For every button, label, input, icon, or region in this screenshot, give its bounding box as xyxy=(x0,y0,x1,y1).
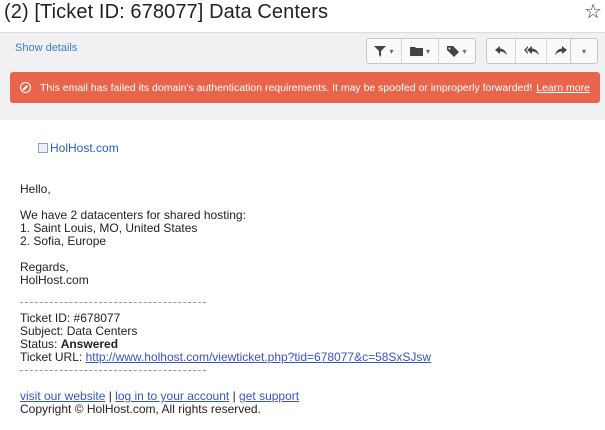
filter-button[interactable] xyxy=(367,39,402,63)
separator: | xyxy=(105,389,116,403)
logo-alt-text: HolHost.com xyxy=(50,141,119,155)
tag-button[interactable] xyxy=(439,39,475,63)
chevron-down-icon: ▾ xyxy=(462,46,467,56)
status-value: Answered xyxy=(60,337,119,351)
broken-image-icon xyxy=(38,143,48,153)
email-subject-title: (2) [Ticket ID: 678077] Data Centers xyxy=(4,1,329,23)
get-support-link[interactable]: get support xyxy=(239,389,300,403)
prohibited-icon xyxy=(20,82,31,93)
move-folder-button[interactable] xyxy=(402,39,439,63)
filter-icon xyxy=(374,46,386,57)
ticket-subject: Subject: Data Centers xyxy=(20,324,138,338)
learn-more-link[interactable]: Learn more xyxy=(536,81,590,94)
ticket-url-label: Ticket URL: xyxy=(20,350,86,364)
login-link[interactable]: log in to your account xyxy=(115,389,230,403)
reply-all-icon xyxy=(524,46,539,56)
forward-icon xyxy=(555,46,567,56)
reply-all-button[interactable] xyxy=(516,39,547,63)
reply-icon xyxy=(495,46,507,56)
organize-button-group xyxy=(366,38,476,64)
title-bar xyxy=(0,0,605,32)
visit-website-link[interactable]: visit our website xyxy=(20,389,106,403)
footer-links xyxy=(20,389,299,403)
status-label: Status: xyxy=(20,337,61,351)
warning-text: This email has failed its domain's authentication requirements. It may be spoofed or improperly forwarded! xyxy=(40,81,533,94)
datacenter-item-2: 2. Sofia, Europe xyxy=(20,234,107,248)
message-toolbar xyxy=(0,32,605,120)
copyright: Copyright © HolHost.com, All rights reserved. xyxy=(20,402,261,416)
reply-button[interactable] xyxy=(487,39,516,63)
star-icon[interactable]: ☆ xyxy=(584,1,602,23)
ticket-id: Ticket ID: #678077 xyxy=(20,311,121,325)
ticket-url-line xyxy=(20,350,431,364)
holhost-logo-image xyxy=(38,141,119,155)
chevron-down-icon: ▾ xyxy=(389,46,394,56)
intro-text: We have 2 datacenters for shared hosting: xyxy=(20,208,246,222)
signature: HolHost.com xyxy=(20,273,89,287)
tag-icon xyxy=(447,46,459,57)
ticket-url-link[interactable]: http://www.holhost.com/viewticket.php?tid=678077&c=58SxSJsw xyxy=(85,350,432,364)
more-button-group xyxy=(570,38,598,64)
reply-button-group xyxy=(486,38,576,64)
more-actions-button[interactable] xyxy=(571,39,597,63)
authentication-warning-banner xyxy=(10,72,600,103)
ticket-status xyxy=(20,337,118,351)
greeting: Hello, xyxy=(20,182,51,196)
divider xyxy=(20,302,206,303)
divider xyxy=(20,370,206,371)
more-icon: ▾ xyxy=(581,46,586,56)
show-details-link[interactable]: Show details xyxy=(15,42,78,54)
chevron-down-icon: ▾ xyxy=(425,46,430,56)
separator: | xyxy=(229,389,240,403)
regards: Regards, xyxy=(20,260,69,274)
datacenter-item-1: 1. Saint Louis, MO, United States xyxy=(20,221,198,235)
folder-icon xyxy=(410,46,423,56)
